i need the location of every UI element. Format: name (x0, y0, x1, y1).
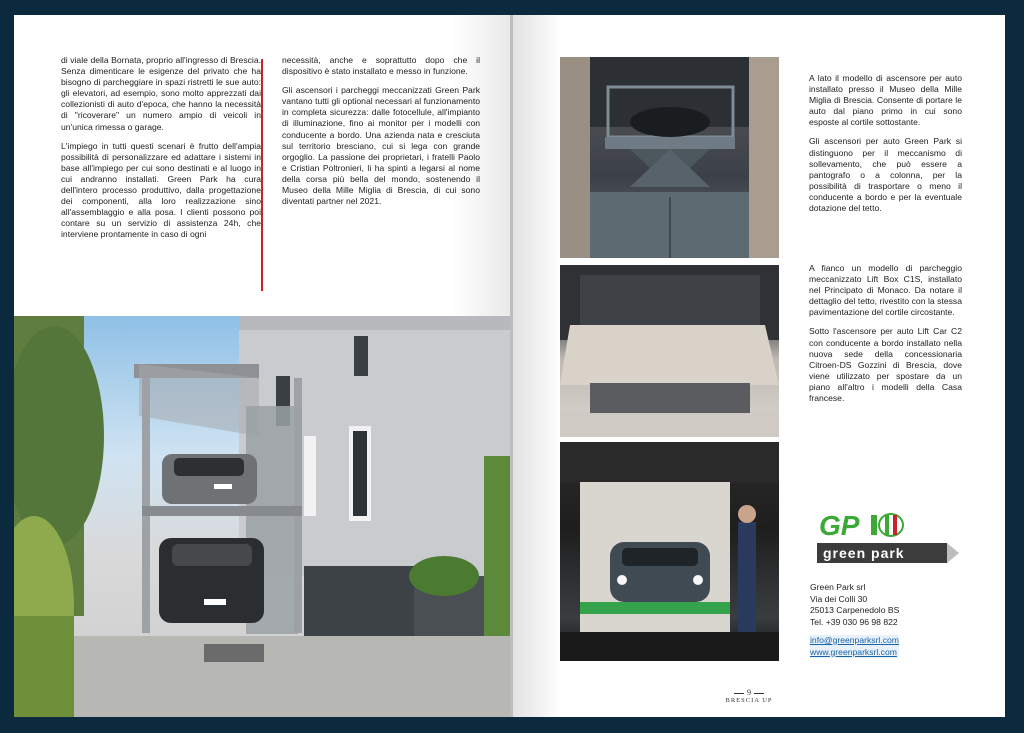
paragraph: Gli ascensori i parcheggi meccanizzati Green Park vantano tutti gli optional necessari al funzionamento in completa sicurezza: dalle fotocellule, all'impianto di illuminazione, fino ai monitor per i modelli con conducente a bordo. Una azienda nata e cresciuta sul territorio bresciano, cui si lega con grande orgoglio. La passione dei proprietari, i fratelli Paolo e Cristian Poltronieri, li ha spinti a legarsi al nome della corsa più bella del mondo, sostenendo il Museo della Mille Miglia di Brescia, di cui sono diventati partner nel 2021. (282, 85, 480, 207)
text-column-left (61, 55, 261, 249)
company-name: Green Park srl (810, 582, 866, 592)
caption-paragraph: A lato il modello di ascensore per auto installato presso il Museo della Mille Miglia di Brescia. Consente di portare le auto dal piano primo in cui sono esposte al cortile sottostante. (809, 73, 962, 128)
villa-parking-photo (14, 316, 511, 717)
museum-lift-illustration (560, 57, 779, 258)
caption-monaco-citroen (809, 263, 962, 412)
citroen-liftcar-photo (560, 442, 779, 661)
villa-illustration (14, 316, 511, 717)
page-folio (719, 688, 779, 704)
magazine-name: BRESCIA UP (725, 697, 773, 704)
monaco-liftbox-photo (560, 265, 779, 437)
left-page (14, 15, 511, 717)
liftcar-illustration (560, 442, 779, 661)
caption-museum (809, 73, 962, 222)
text-column-right (282, 55, 480, 215)
caption-paragraph: Sotto l'ascensore per auto Lift Car C2 con conducente a bordo installato nella nuova sede della concessionaria Citroen-DS Gozzini di Brescia, dove viene utilizzato per spostare da un piano all'altro i modelli della Casa francese. (809, 326, 962, 404)
liftbox-illustration (560, 265, 779, 437)
paragraph: necessità, anche e soprattutto dopo che il dispositivo è stato installato e messo in funzione. (282, 55, 480, 77)
museum-lift-photo (560, 57, 779, 258)
website-link[interactable]: www.greenparksrl.com (810, 647, 899, 659)
paragraph: L'impiego in tutti questi scenari è frutto dell'ampia possibilità di personalizzare ed adattare i sistemi in base all'impiego per cui sono destinati e al luogo in cui andranno installati. Green Park ha cura dell'intero processo produttivo, dalla progettazione dei componenti, alla loro realizzazione sino all'assemblaggio e alla posa. I clienti possono poi contare su un servizio di assistenza 24h, che interviene prontamente in caso di ogni (61, 140, 261, 240)
greenpark-logo-mark (813, 507, 963, 567)
greenpark-logo (813, 507, 963, 567)
logo-mark-text: GP (819, 510, 860, 541)
caption-paragraph: Gli ascensori per auto Green Park si distinguono per il meccanismo di sollevamento, che può essere a pantografo o a colonna, per la possibilità di trasportare o meno il conducente a bordo e per la eventuale dotazione del tetto. (809, 136, 962, 214)
email-link[interactable]: info@greenparksrl.com (810, 634, 899, 645)
paragraph: di viale della Bornata, proprio all'ingresso di Brescia. Senza dimenticare le esigenze del privato che ha bisogno di parcheggiare in spazi ristretti le sue auto: gli elevatori, ad esempio, sono molto apprezzati dai collezionisti di auto d'epoca, che hanno la necessità di "ricoverare" un numero ampio di veicoli in un'unica rimessa o garage. (61, 55, 261, 132)
city-line: 25013 Carpenedolo BS (810, 605, 900, 616)
caption-paragraph: A fianco un modello di parcheggio meccanizzato Lift Box C1S, installato nel Principato di Monaco. Da notare il dettaglio del tetto, rivestito con la stessa pavimentazione del cortile circostante. (809, 263, 962, 318)
page-number: 9 (747, 688, 751, 697)
address-line: Via dei Colli 30 (810, 593, 868, 604)
phone-line: Tel. +39 030 96 98 822 (810, 617, 898, 628)
logo-wordmark-text: green park (823, 545, 905, 561)
right-page (513, 15, 1005, 717)
column-divider (261, 59, 263, 291)
contact-block (810, 582, 899, 658)
